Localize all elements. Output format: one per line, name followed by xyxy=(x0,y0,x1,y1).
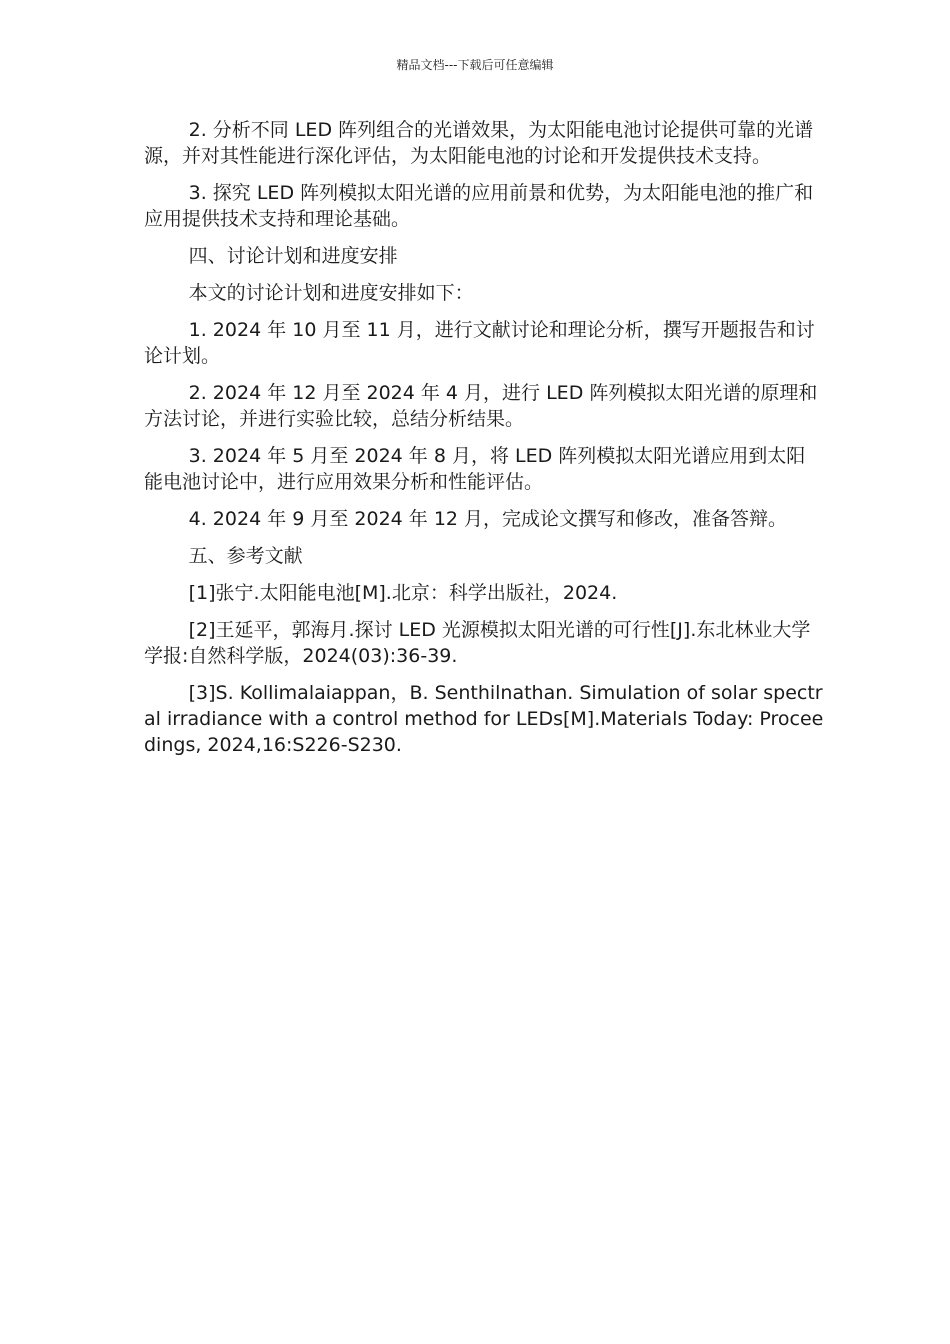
reference-1: [1]张宁.太阳能电池[M].北京：科学出版社，2024. xyxy=(188,582,618,604)
reference-3: [3]S. Kollimalaiappan，B. Senthilnathan. Simulation of solar spectral irradiance with a control method for LEDs[M].Materials Today: Proceedings, 2024,16:S226-S230. xyxy=(144,682,824,756)
schedule-item-3: 3. 2024 年 5 月至 2024 年 8 月，将 LED 阵列模拟太阳光谱应用到太阳能电池讨论中，进行应用效果分析和性能评估。 xyxy=(144,445,806,493)
schedule-item-4: 4. 2024 年 9 月至 2024 年 12 月，完成论文撰写和修改，准备答辩。 xyxy=(188,508,788,530)
document-body xyxy=(144,117,824,758)
schedule-item-2: 2. 2024 年 12 月至 2024 年 4 月，进行 LED 阵列模拟太阳光谱的原理和方法讨论，并进行实验比较，总结分析结果。 xyxy=(144,382,818,430)
schedule-intro-paragraph: 本文的讨论计划和进度安排如下： xyxy=(188,282,474,304)
reference-2: [2]王延平，郭海月.探讨 LED 光源模拟太阳光谱的可行性[J].东北林业大学学报:自然科学版，2024(03):36-39. xyxy=(144,619,811,667)
objective-3-paragraph: 3. 探究 LED 阵列模拟太阳光谱的应用前景和优势，为太阳能电池的推广和应用提供技术支持和理论基础。 xyxy=(144,182,814,230)
section-4-heading: 四、讨论计划和进度安排 xyxy=(188,245,398,267)
section-5-heading: 五、参考文献 xyxy=(188,545,303,567)
objective-2-paragraph: 2. 分析不同 LED 阵列组合的光谱效果，为太阳能电池讨论提供可靠的光谱源，并对其性能进行深化评估，为太阳能电池的讨论和开发提供技术支持。 xyxy=(144,119,814,167)
schedule-item-1: 1. 2024 年 10 月至 11 月，进行文献讨论和理论分析，撰写开题报告和讨论计划。 xyxy=(144,319,815,367)
page-header: 精品文档---下载后可任意编辑 xyxy=(396,58,554,72)
